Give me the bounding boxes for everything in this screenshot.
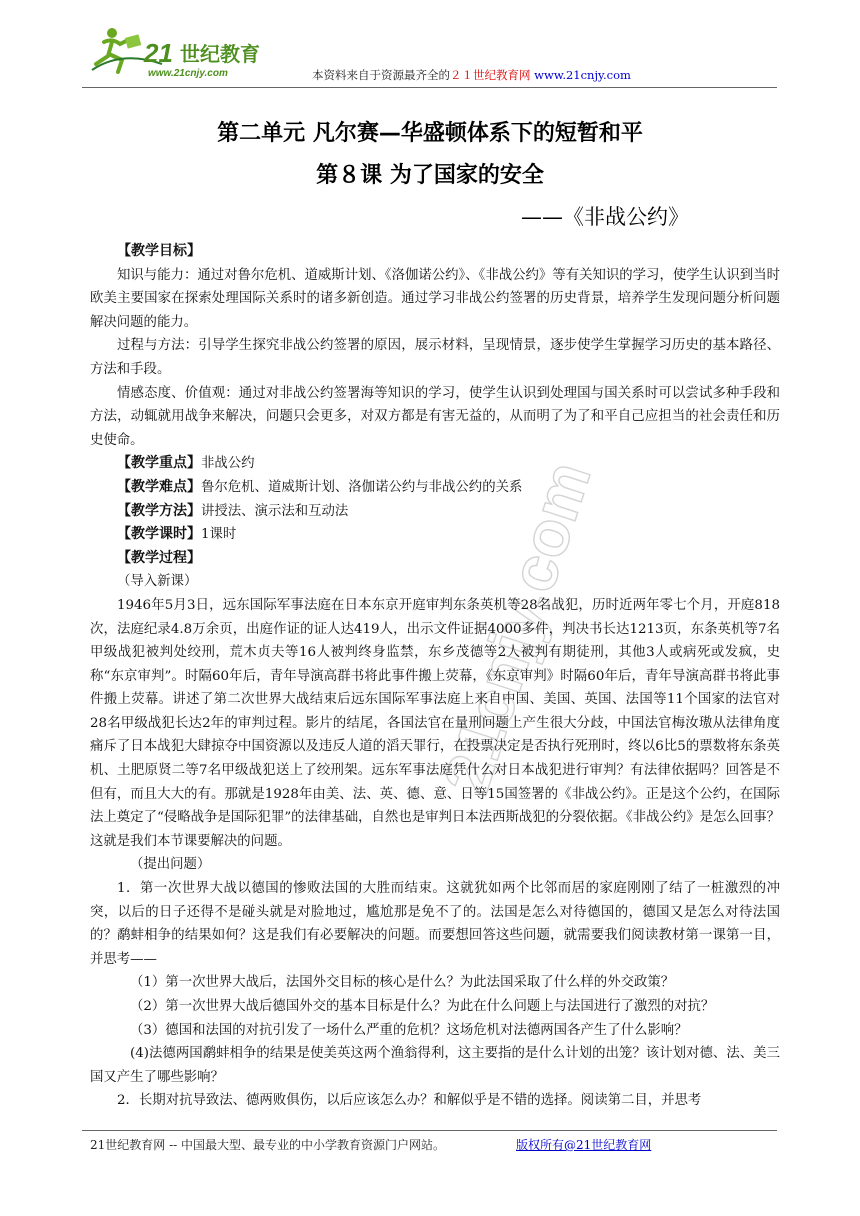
meta-difficulty: 【教学难点】鲁尔危机、道威斯计划、洛伽诺公约与非战公约的关系: [117, 478, 523, 495]
question-paragraph-2: 2．长期对抗导致法、德两败俱伤，以后应该怎么办？和解似乎是不错的选择。阅读第二目，并思考: [117, 1093, 702, 1109]
objective-process: 过程与方法：引导学生探究非战公约签署的原因，展示材料，呈现情景，逐步使学生掌握学习历史的基本路径、方法和手段。: [90, 338, 780, 377]
intro-label: （导入新课）: [117, 574, 198, 590]
header-note-prefix: 本资料来自于资源最齐全的: [312, 68, 450, 82]
footer-divider: [82, 1130, 777, 1131]
questions-label: （提出问题）: [130, 857, 211, 873]
objective-emotion: 情感态度、价值观：通过对非战公约签署海等知识的学习，使学生认识到处理国与国关系时可以尝试多种手段和方法，动辄就用战争来解决，问题只会更多，对双方都是有害无益的，从而明了为了和平自己应担当的社会责任和历史使命。: [90, 385, 780, 448]
footer-copyright-link[interactable]: 版权所有@21世纪教育网: [516, 1138, 652, 1152]
header-note-url[interactable]: www.21cnjy.com: [534, 68, 631, 82]
question-1: （1）第一次世界大战后，法国外交目标的核心是什么？为此法国采取了什么样的外交政策？: [130, 975, 675, 991]
logo-text: 世纪教育: [180, 42, 260, 66]
meta-focus: 【教学重点】非战公约: [117, 455, 255, 472]
lesson-title: 第８课 为了国家的安全: [316, 163, 544, 188]
question-paragraph-1: 1．第一次世界大战以德国的惨败法国的大胜而结束。这就犹如两个比邻而居的家庭刚刚了结了一桩激烈的冲突，以后的日子还得不是碰头就是对脸地过，尴尬那是免不了的。法国是怎么对待德国的，德国又是怎么对待法国的？鹬蚌相争的结果如何？这是我们有必要解决的问题。而要想回答这些问题，就需要我们阅读教材第一课第一目，并思考——: [90, 881, 780, 967]
unit-title: 第二单元 凡尔赛—华盛顿体系下的短暂和平: [217, 121, 643, 146]
footer-site-description: 21世纪教育网 -- 中国最大型、最专业的中小学教育资源门户网站。: [90, 1138, 446, 1152]
intro-paragraph: 1946年5月3日，远东国际军事法庭在日本东京开庭审判东条英机等28名战犯，历时近两年零七个月，开庭818次，法庭纪录4.8万余页，出庭作证的证人达419人，出示文件证据4000多件，判决书长达1213页，东条英机等7名甲级战犯被判处绞刑，荒木贞夫等16人被判终身监禁，东乡茂德等2人被判有期徒刑，其他3人或病死或发疯，史称“东京审判”。时隔60年后，青年导演高群书将此事件搬上荧幕，《东京审判》时隔60年后，青年导演高群书将此事件搬上荧幕。讲述了第二次世界大战结束后远东国际军事法庭上来自中国、美国、英国、法国等11个国家的法官对28名甲级战犯长达2年的审判过程。影片的结尾，各国法官在量刑问题上产生很大分歧，中国法官梅汝璈从法律角度痛斥了日本战犯大肆掠夺中国资源以及违反人道的滔天罪行，在投票决定是否执行死刑时，终以6比5的票数将东条英机、土肥原贤二等7名甲级战犯送上了绞刑架。远东军事法庭凭什么对日本战犯进行审判？有法律依据吗？回答是不但有，而且大大的有。那就是1928年由美、法、英、德、意、日等15国签署的《非战公约》。正是这个公约，在国际法上奠定了“侵略战争是国际犯罪”的法律基础，自然也是审判日本法西斯战犯的分裂依据。《非战公约》是怎么回事？这就是我们本节课要解决的问题。: [90, 597, 780, 849]
objective-knowledge: 知识与能力：通过对鲁尔危机、道威斯计划、《洛伽诺公约》、《非战公约》等有关知识的学习，使学生认识到当时欧美主要国家在探索处理国际关系时的诸多新创造。通过学习非战公约签署的历史背景，培养学生发现问题分析问题解决问题的能力。: [90, 267, 780, 330]
site-logo: [82, 20, 282, 82]
header-source-note: [312, 67, 631, 83]
meta-process: 【教学过程】: [117, 549, 201, 566]
question-2: （2）第一次世界大战后德国外交的基本目标是什么？为此在什么问题上与法国进行了激烈的对抗？: [130, 999, 715, 1014]
svg-text:21cnjy.com: 21cnjy.com: [429, 453, 605, 803]
logo-url: www.21cnjy.com: [148, 68, 228, 79]
header-divider: [82, 87, 777, 88]
question-4: (4)法德两国鹬蚌相争的结果是使美英这两个渔翁得利，这主要指的是什么计划的出笼？该计划对德、法、美三国又产生了哪些影响？: [90, 1046, 780, 1085]
lesson-plan-body: [90, 240, 780, 1113]
lesson-subtitle: ——《非战公约》: [521, 205, 689, 229]
header-note-site[interactable]: ２１世纪教育网: [450, 68, 531, 82]
question-3: （3）德国和法国的对抗引发了一场什么严重的危机？这场危机对法德两国各产生了什么影响？: [130, 1022, 688, 1038]
svg-text:21: 21: [144, 38, 173, 68]
objectives-heading: 【教学目标】: [117, 243, 201, 259]
meta-hours: 【教学课时】1课时: [117, 526, 237, 543]
meta-method: 【教学方法】讲授法、演示法和互动法: [117, 502, 349, 519]
